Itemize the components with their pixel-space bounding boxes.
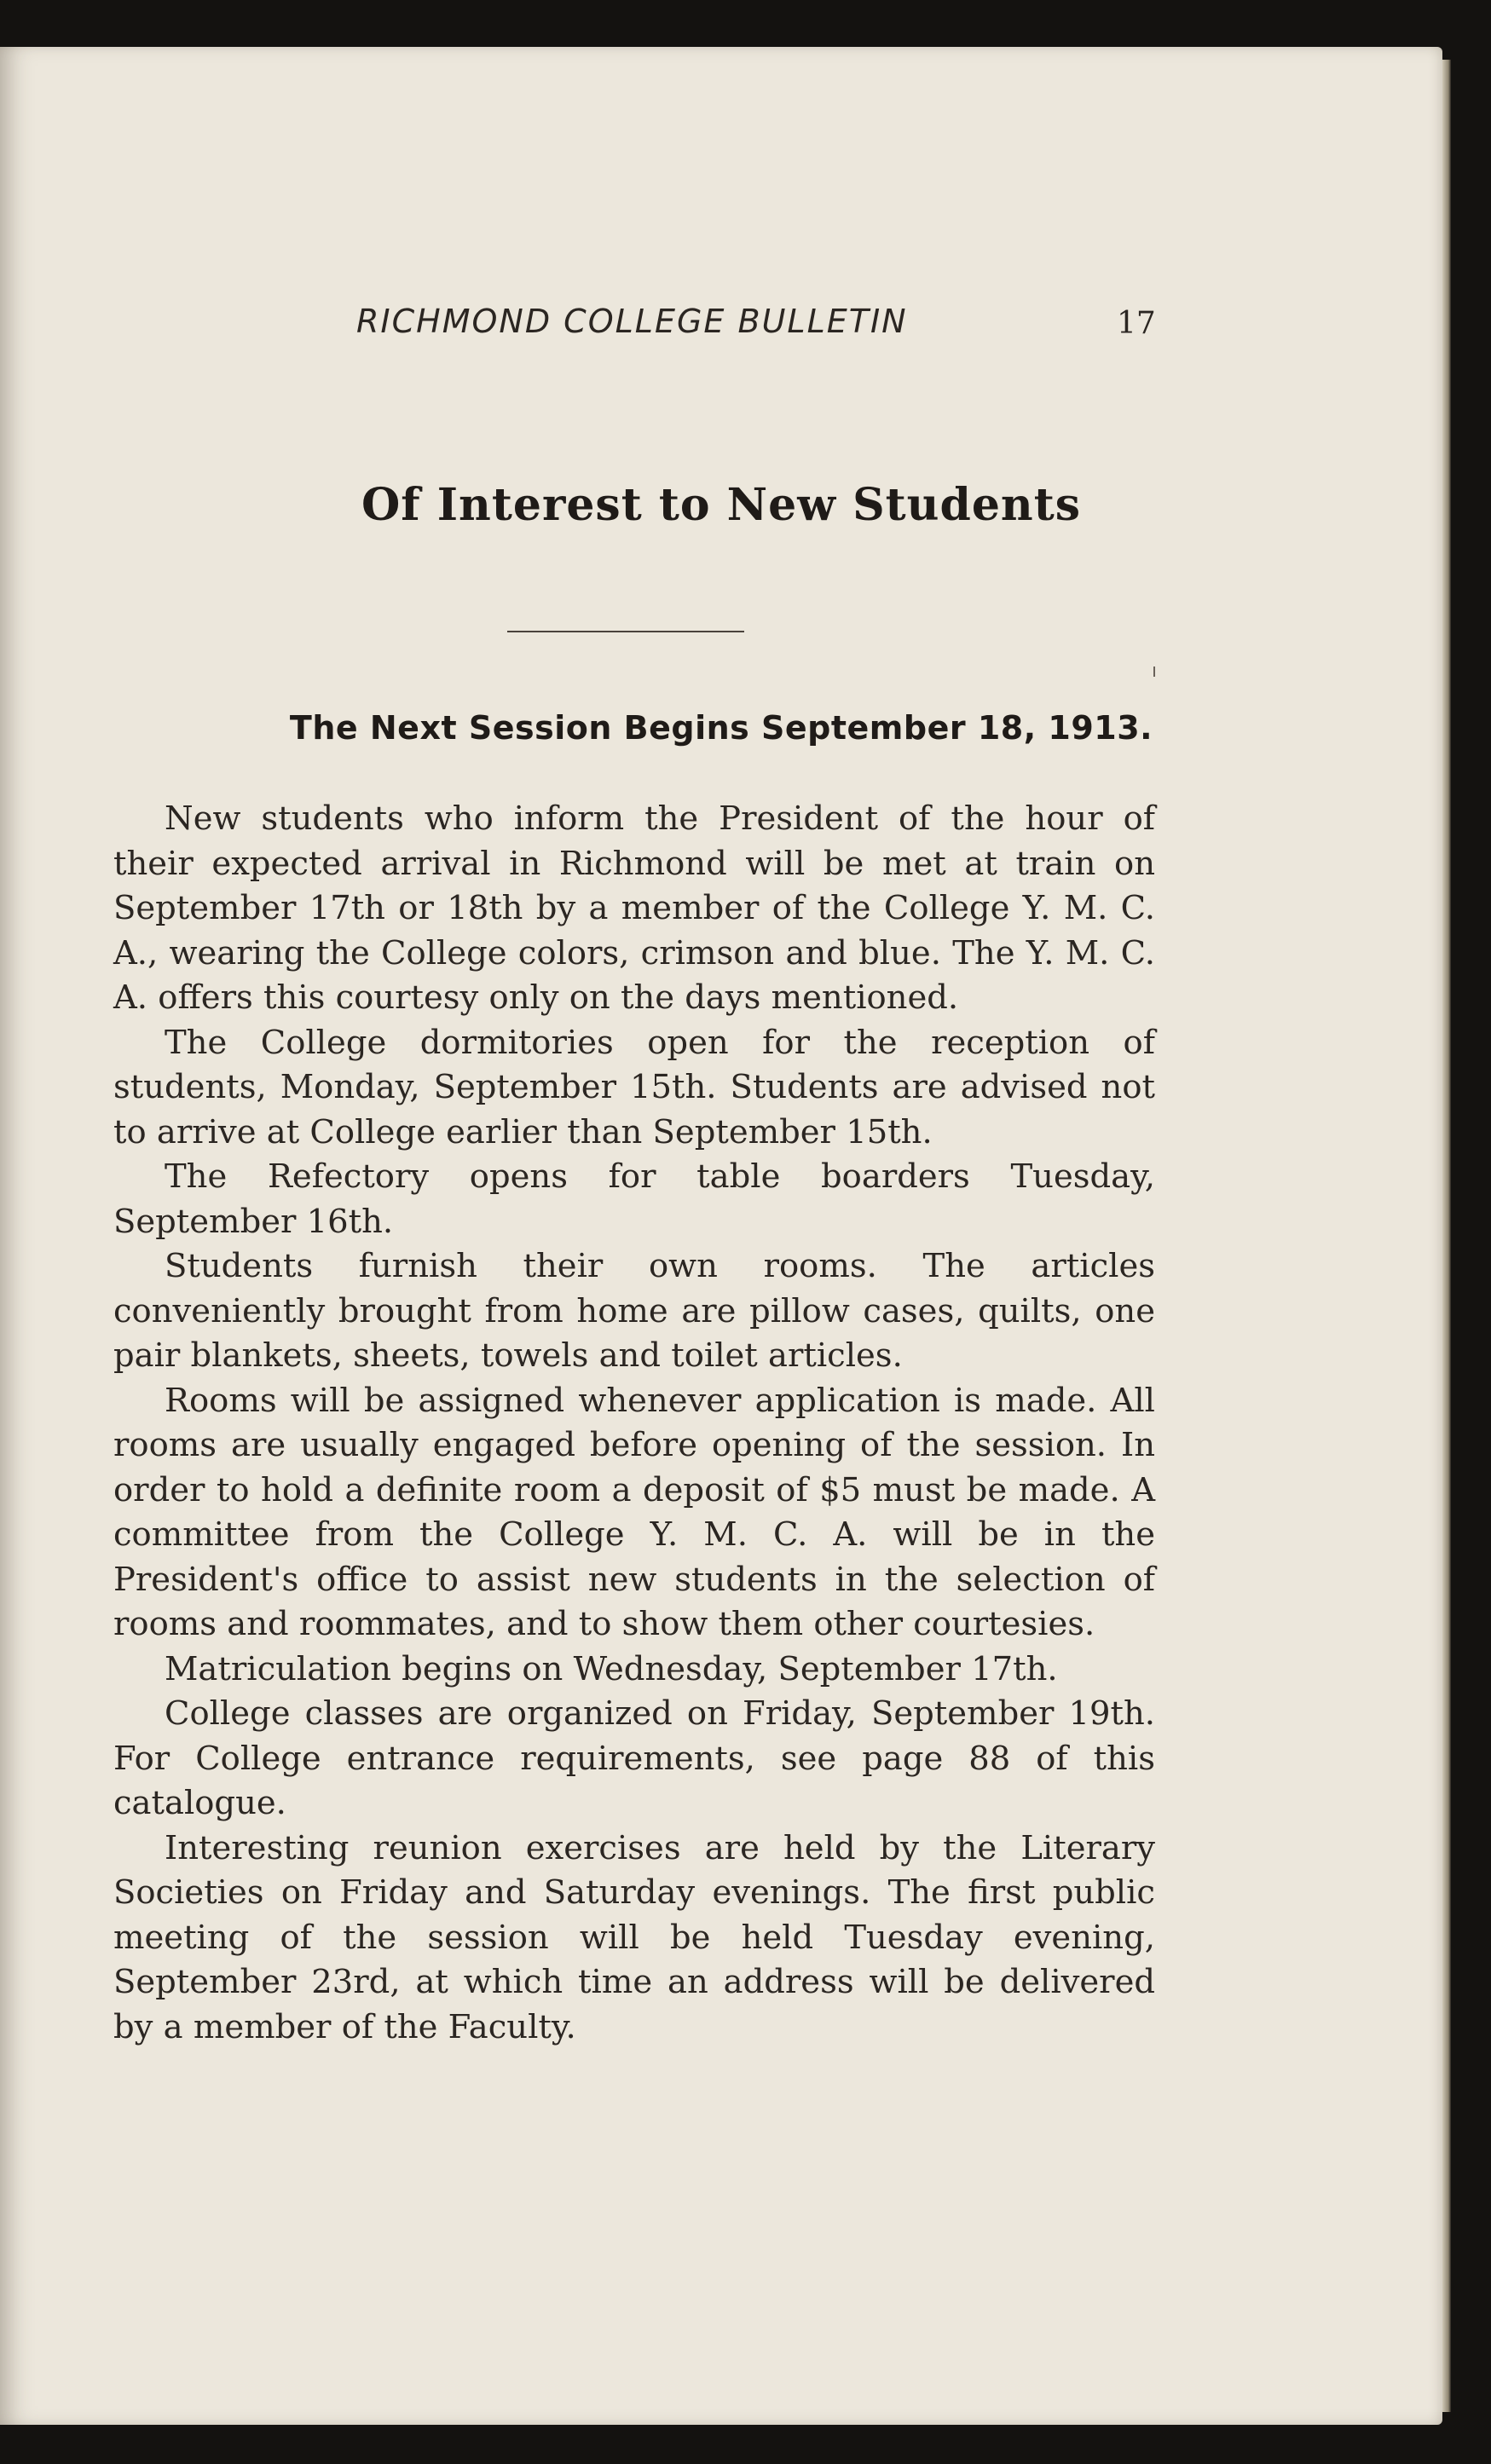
paragraph-dormitories: The College dormitories open for the reception of students, Monday, September 15th. Students are advised not to arrive at College earlier than September 15th. xyxy=(113,1023,1155,1151)
paragraph-reunion: Interesting reunion exercises are held by the Literary Societies on Friday and Saturday evenings. The first public meeting of the session will be held Tuesday evening, September 23rd, at which time an address will be delivered by a member of the Faculty. xyxy=(113,1828,1155,2046)
section-title: Of Interest to New Students xyxy=(361,479,1082,531)
page-number: 17 xyxy=(1117,306,1156,341)
margin-mark xyxy=(1153,666,1155,677)
paragraph-classes: College classes are organized on Friday, September 19th. For College entrance requirements, see page 88 of this catalogue. xyxy=(113,1694,1155,1822)
session-subheading: The Next Session Begins September 18, 1913. xyxy=(289,709,1153,747)
page-edge xyxy=(1442,60,1451,2412)
title-divider xyxy=(507,631,744,632)
paragraph-rooms-furnishing: Students furnish their own rooms. The articles conveniently brought from home are pillow cases, quilts, one pair blankets, sheets, towels and toilet articles. xyxy=(113,1247,1155,1375)
running-header xyxy=(0,303,1442,354)
paragraph-arrival: New students who inform the President of the hour of their expected arrival in Richmond will be met at train on September 17th or 18th by a member of the College Y. M. C. A., wearing the College colors, crimson and blue. The Y. M. C. A. offers this courtesy only on the days mentioned. xyxy=(113,799,1155,1017)
paragraph-matriculation: Matriculation begins on Wednesday, September 17th. xyxy=(165,1649,1058,1688)
body-text xyxy=(113,797,1155,2050)
paragraph-refectory: The Refectory opens for table boarders Tuesday, September 16th. xyxy=(113,1157,1155,1241)
running-title: RICHMOND COLLEGE BULLETIN xyxy=(356,303,908,340)
paragraph-room-assignment: Rooms will be assigned whenever application is made. All rooms are usually engaged before opening of the session. In order to hold a definite room a deposit of $5 must be made. A committee from the College Y. M. C. A. will be in the President's office to assist new students in the selection of rooms and roommates, and to show them other courtesies. xyxy=(113,1381,1155,1643)
